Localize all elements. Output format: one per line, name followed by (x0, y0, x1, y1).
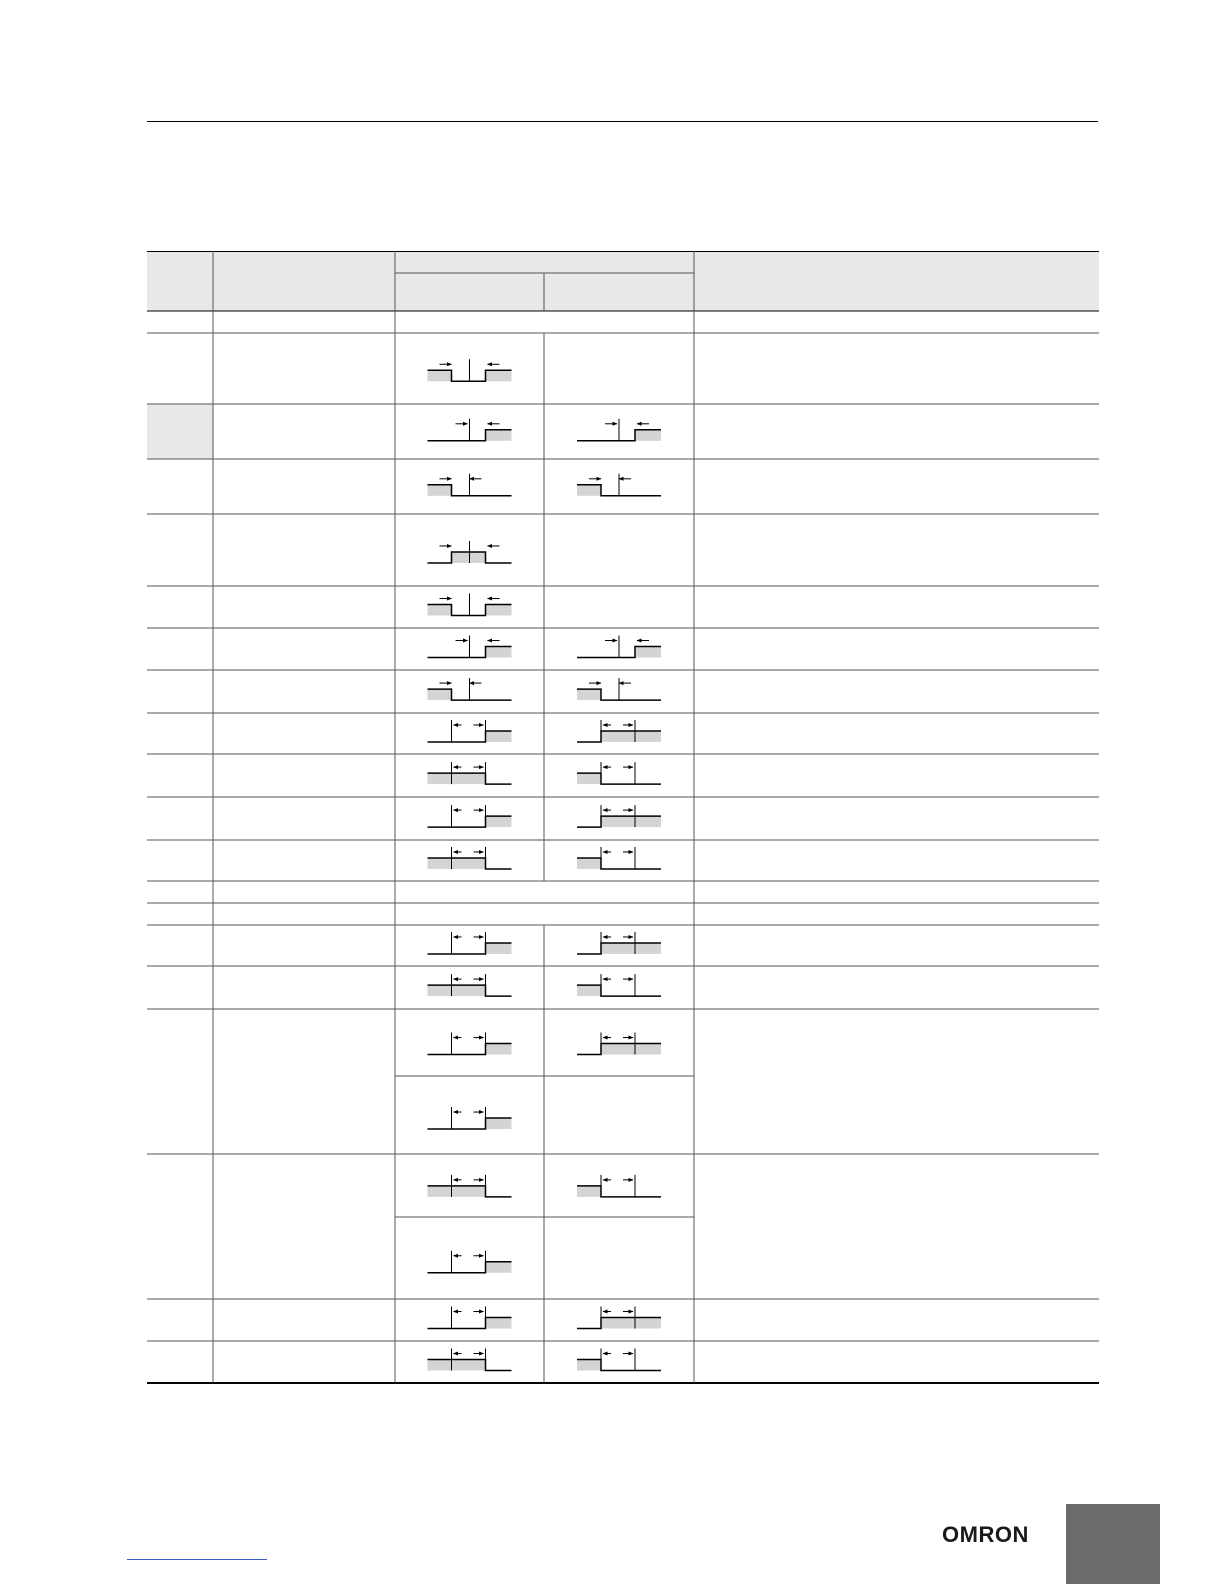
alarm-diagram-band-high (428, 636, 512, 658)
alarm-diagram-abs-low-neg (577, 974, 661, 996)
alarm-diagram-abs-low (428, 974, 512, 996)
alarm-diagram-band-low (577, 474, 661, 496)
alarm-diagram-abs-high (428, 1033, 512, 1055)
alarm-diagram-band-low (428, 678, 512, 700)
alarm-diagram-abs-low (428, 847, 512, 869)
alarm-diagram-abs-high-neg (577, 1033, 661, 1055)
top-rule (147, 121, 1098, 122)
alarm-diagram-abs-high-neg (577, 720, 661, 742)
alarm-diagram-abs-high-neg (577, 932, 661, 954)
alarm-diagram-band-inside (428, 541, 512, 563)
alarm-diagram-abs-high (428, 720, 512, 742)
alarm-diagram-band-high (577, 636, 661, 658)
alarm-diagram-abs-high (428, 805, 512, 827)
table-header-bg (147, 251, 1099, 311)
alarm-diagram-abs-high-neg (577, 805, 661, 827)
alarm-diagram-band-outside (428, 594, 512, 616)
alarm-diagram-band-high (428, 419, 512, 441)
alarm-diagram-abs-high (428, 932, 512, 954)
alarm-diagram-band-outside (428, 359, 512, 381)
alarm-type-table-graphic (147, 251, 1099, 1387)
alarm-diagram-abs-high (428, 1251, 512, 1273)
omron-logo: OMRON (942, 1522, 1029, 1547)
alarm-diagram-abs-high-neg (577, 1307, 661, 1329)
alarm-diagram-band-low (428, 474, 512, 496)
alarm-diagram-band-low (577, 678, 661, 700)
page-number-tab (1066, 1504, 1160, 1584)
alarm-diagram-abs-low (428, 1349, 512, 1371)
alarm-diagram-abs-low (428, 1175, 512, 1197)
alarm-diagram-abs-low (428, 762, 512, 784)
alarm-diagram-abs-low-neg (577, 847, 661, 869)
alarm-type-table (147, 251, 1099, 1387)
footer-link-underline (127, 1559, 267, 1560)
alarm-diagram-band-high (577, 419, 661, 441)
alarm-diagram-abs-high (428, 1307, 512, 1329)
alarm-diagram-abs-low-neg (577, 1349, 661, 1371)
alarm-diagram-abs-low-neg (577, 762, 661, 784)
alarm-diagram-abs-high (428, 1107, 512, 1129)
alarm-diagram-abs-low-neg (577, 1175, 661, 1197)
row-code-shade (147, 404, 213, 459)
